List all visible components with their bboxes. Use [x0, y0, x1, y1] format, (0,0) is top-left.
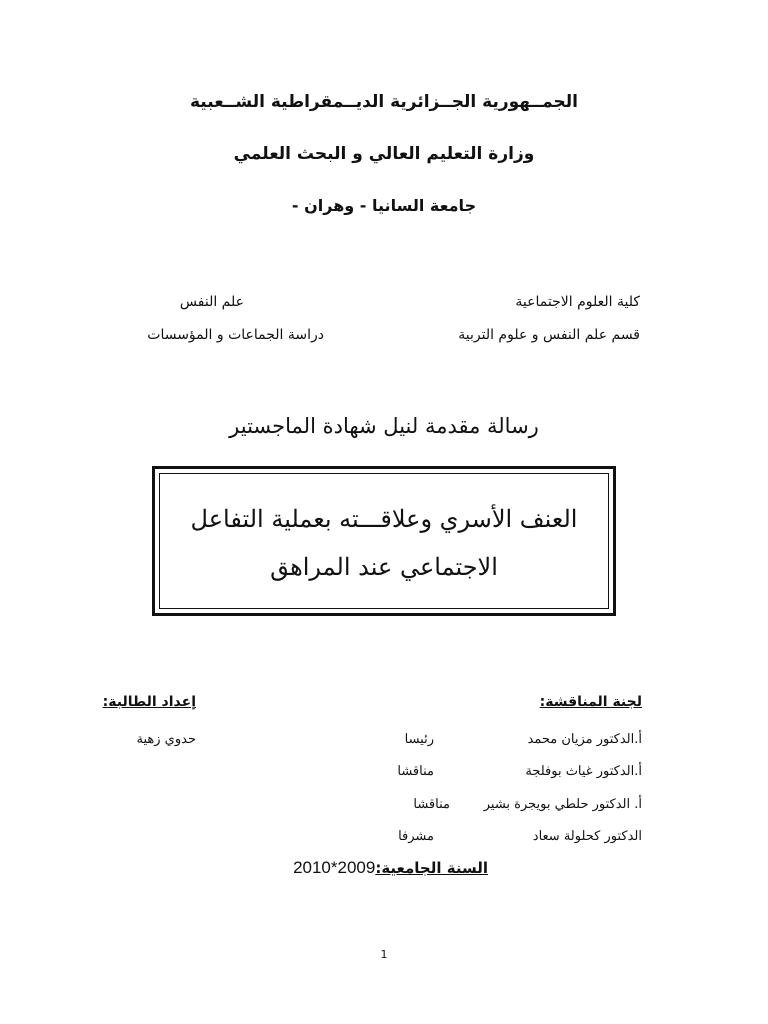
university-heading: جامعة السانيا - وهران -	[291, 196, 477, 215]
committee-heading: لجنة المناقشة:	[539, 694, 642, 710]
prepared-by-heading: إعداد الطالبة:	[102, 694, 196, 710]
title-box	[152, 466, 616, 616]
academic-year-value: 2010*2009	[293, 858, 376, 877]
committee-member-name: أ. الدكتور حلطي بويجرة بشير	[483, 797, 642, 812]
title-box-inner-border	[159, 473, 609, 609]
faculty-name: كلية العلوم الاجتماعية	[515, 294, 640, 310]
committee-member-name: الدكتور كحلولة سعاد	[532, 829, 642, 844]
academic-year-label: السنة الجامعية:	[375, 859, 488, 877]
thesis-label: رسالة مقدمة لنيل شهادة الماجستير	[229, 414, 539, 438]
subspecialty: دراسة الجماعات و المؤسسات	[147, 327, 324, 343]
student-name: حدوي زهية	[136, 732, 196, 747]
committee-member-role: مشرفا	[398, 829, 434, 844]
department-name: قسم علم النفس و علوم التربية	[458, 327, 640, 343]
academic-year	[278, 858, 488, 878]
ministry-heading: وزارة التعليم العالي و البحث العلمي	[233, 144, 535, 164]
page-number: 1	[380, 948, 388, 961]
committee-member-role: رئيسا	[404, 732, 434, 747]
committee-member-role: مناقشا	[413, 797, 450, 812]
specialty: علم النفس	[179, 294, 244, 310]
committee-member-name: أ.الدكتور مزيان محمد	[527, 732, 642, 747]
republic-heading: الجمــهورية الجــزائرية الديــمقراطية الشــعبية	[190, 92, 578, 112]
thesis-title-line2: الاجتماعي عند المراهق	[270, 553, 498, 581]
committee-member-role: مناقشا	[397, 764, 434, 779]
thesis-title-line1: العنف الأسري وعلاقـــته بعملية التفاعل	[190, 505, 578, 533]
committee-member-name: أ.الدكتور غياث بوفلجة	[525, 764, 642, 779]
